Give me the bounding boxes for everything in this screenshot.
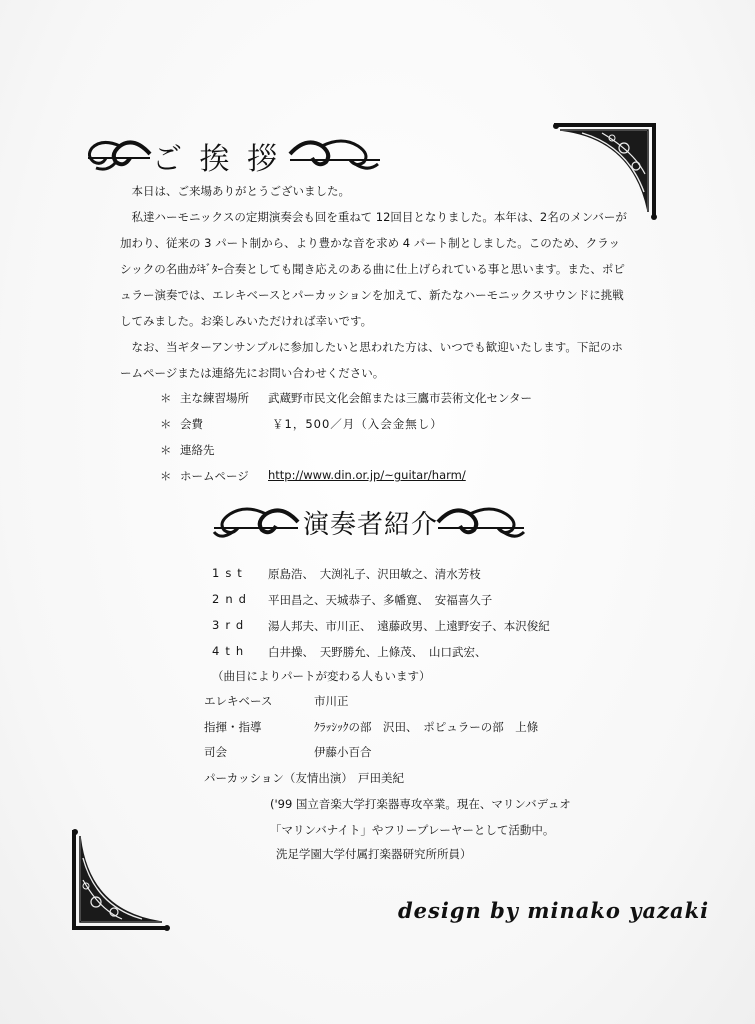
homepage-link[interactable]: http://www.din.or.jp/~guitar/harm/ [268,468,466,482]
info-value: 武蔵野市民文化会館または三鷹市芸術文化センター [268,391,533,405]
info-label: 主な練習場所 [180,391,249,405]
part-label: 4th [212,644,250,658]
role-label: パーカッション（友情出演） [204,771,353,785]
part-members: 白井操、 天野勝允、上條茂、 山口武宏、 [268,645,487,659]
part-members: 原島浩、 大渕礼子、沢田敏之、清水芳枝 [268,567,481,581]
designer-signature: design by minako yazaki [398,898,710,923]
role-value: 市川正 [314,694,349,708]
bio-line: ('99 国立音楽大学打楽器専攻卒業。現在、マリンバデュオ [270,797,571,811]
info-label: 会費 [180,417,203,431]
greeting-heading: ご 挨 拶 [152,142,282,177]
flourish-left-icon [212,502,300,542]
part-label: 3rd [212,618,250,632]
bullet: ＊ [160,391,172,405]
bullet: ＊ [160,417,172,431]
greeting-paragraph-1: 本日は、ご来場ありがとうございました。 [131,184,350,198]
bio-line: 「マリンバナイト」やフリープレーヤーとして活動中。 [270,823,555,837]
part-members: 湯人邦夫、市川正、 遠藤政男、上遠野安子、本沢俊紀 [268,619,550,633]
role-value: 戸田美紀 [358,771,404,785]
info-label: 連絡先 [180,443,215,457]
flourish-left-icon [86,134,152,174]
greeting-body [120,178,628,386]
greeting-paragraph-3: なお、当ギターアンサンブルに参加したいと思われた方は、いつでも歓迎いたします。下記のホームページまたは連絡先にお問い合わせください。 [120,340,623,380]
role-label: 指揮・指導 [204,720,262,734]
flourish-right-icon [288,134,382,174]
bullet: ＊ [160,469,172,483]
part-label: 2nd [212,592,252,606]
info-label: ホームページ [180,469,249,483]
corner-ornament-bottom-left [70,828,170,932]
info-value: ￥1，500／月（入会金無し） [272,417,443,431]
bio-line: 洗足学園大学付属打楽器研究所所員） [276,847,472,861]
role-label: エレキベース [204,694,273,708]
flourish-right-icon [436,502,526,542]
performers-heading: 演奏者紹介 [303,510,439,540]
part-note: （曲目によりパートが変わる人もいます） [212,669,431,683]
role-value: 伊藤小百合 [314,745,372,759]
greeting-paragraph-2: 私達ハーモニックスの定期演奏会も回を重ねて 12回目となりました。本年は、2名のメンバーが加わり、従来の 3 パート制から、より豊かな音を求め 4 パート制としました。このため、クラッシックの名曲がｷﾞﾀｰ合奏としても聞き応えのある曲に仕上げられている事と思います。また、ポピュラー演奏では、エレキベースとパーカッションを加えて、新たなハーモニックスサウンドに挑戦してみました。お楽しみいただければ幸いです。 [120,210,627,328]
part-label: 1st [212,566,248,580]
role-value: ｸﾗｯｼｯｸの部 沢田、 ポピュラーの部 上條 [314,720,539,734]
role-label: 司会 [204,745,227,759]
bullet: ＊ [160,443,172,457]
part-members: 平田昌之、天城恭子、多幡寛、 安福喜久子 [268,593,493,607]
